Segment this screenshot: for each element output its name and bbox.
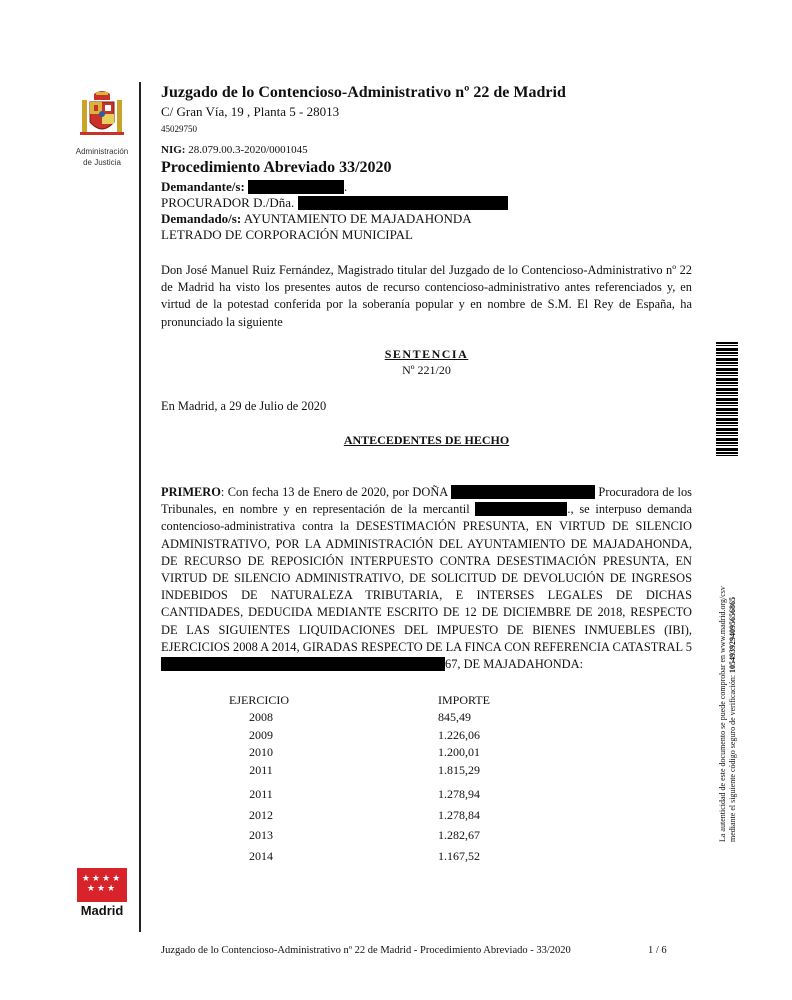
sentencia-number: Nº 221/20 xyxy=(402,363,451,377)
spain-logo-caption-1: Administración xyxy=(75,147,129,156)
procurador-label: PROCURADOR D./Dña. xyxy=(161,195,295,210)
cadastral-ref-suffix: 67, DE MAJADAHONDA: xyxy=(445,657,584,672)
table-header-ejercicio: EJERCICIO xyxy=(229,693,289,707)
page-footer: Juzgado de lo Contencioso-Administrativo nº 22 de Madrid - Procedimiento Abreviado - 33/2020 xyxy=(161,945,571,956)
table-amount: 1.167,52 xyxy=(438,849,480,863)
table-amount: 1.815,29 xyxy=(438,763,480,777)
demandado-value: AYUNTAMIENTO DE MAJADAHONDA xyxy=(243,211,472,226)
redaction-bar xyxy=(451,485,595,499)
verification-line-1: La autenticidad de este documento se puede comprobar en www.madrid.org/csv xyxy=(718,586,727,842)
table-amount: 1.278,84 xyxy=(438,808,480,822)
intro-paragraph: Don José Manuel Ruiz Fernández, Magistrado titular del Juzgado de lo Contencioso-Administrativo nº 22 de Madrid ha visto los presentes autos de recurso contencioso-administrativo antes referenciados y, en virtud de la potestad conferida por la soberanía popular y en nombre de S.M. El Rey de España, ha pronunciado la siguiente xyxy=(161,263,692,329)
table-amount: 1.200,01 xyxy=(438,745,480,759)
primero-text-3: ., se interpuso demanda contencioso-administrativa contra la DESESTIMACIÓN PRESUNTA, EN VIRTUD DE SILENCIO ADMINISTRATIVO, POR LA ADMINISTRACIÓN DEL AYUNTAMIENTO DE MAJADAHONDA, DE RECURSO DE REPOSICIÓN INTERPUESTO CONTRA DESESTIMACIÓN PRESUNTA, EN VIRTUD DE SILENCIO ADMINISTRATIVO, DE SOLICITUD DE DEVOLUCIÓN DE INGRESOS INDEBIDOS DE NATURALEZA TRIBUTARIA, E INTERSES LEGALES DE DICHAS CANTIDADES, DEDUCIDA MEDIANTE ESCRITO DE 12 DE DICIEMBRE DE 2018, RESPECTO DE LAS SIGUIENTES LIQUIDACIONES DEL IMPUESTO DE BIENES INMUEBLES (IBI), EJERCICIOS 2008 A 2014, GIRADAS RESPECTO DE LA FINCA CON REFERENCIA CATASTRAL xyxy=(161,502,692,654)
antecedentes-title: ANTECEDENTES DE HECHO xyxy=(343,433,510,447)
coat-of-arms-icon xyxy=(80,90,124,140)
nig-value: 28.079.00.3-2020/0001045 xyxy=(188,144,308,156)
table-amount: 1.278,94 xyxy=(438,787,480,801)
demandante-line xyxy=(161,179,347,195)
nig-line xyxy=(161,144,308,156)
table-year: 2013 xyxy=(249,828,273,842)
redaction-bar xyxy=(248,180,344,194)
primero-text-2: Procuradora de los Tribunales, en nombre y en representación de la mercantil xyxy=(161,485,692,517)
procedure-title: Procedimiento Abreviado 33/2020 xyxy=(161,159,392,176)
table-amount: 1.226,06 xyxy=(438,728,480,742)
table-year: 2009 xyxy=(249,728,273,742)
table-year: 2011 xyxy=(249,763,273,777)
demandado-label: Demandado/s: xyxy=(161,211,242,226)
court-code: 45029750 xyxy=(161,124,197,134)
primero-paragraph xyxy=(161,484,692,673)
barcode xyxy=(716,342,738,456)
court-name: Juzgado de lo Contencioso-Administrativo nº 22 de Madrid xyxy=(161,84,566,101)
nig-label: NIG: xyxy=(161,144,186,156)
table-year: 2014 xyxy=(249,849,273,863)
madrid-logo-caption: Madrid xyxy=(80,903,124,918)
table-year: 2010 xyxy=(249,745,273,759)
cadastral-ref-prefix: 5 xyxy=(685,639,692,654)
csv-code: 1054939294095656865 xyxy=(728,596,737,673)
verification-sidebar xyxy=(716,342,738,842)
demandado-line xyxy=(161,211,472,227)
demandante-suffix: . xyxy=(344,179,348,194)
margin-rule xyxy=(139,82,141,932)
spain-logo-caption-2: de Justicia xyxy=(83,158,121,167)
table-amount: 845,49 xyxy=(438,710,471,724)
verification-text xyxy=(718,442,738,842)
madrid-flag: ★★★★ ★★★ xyxy=(77,868,127,902)
table-year: 2011 xyxy=(249,787,273,801)
demandante-label: Demandante/s: xyxy=(161,179,245,194)
page-number: 1 / 6 xyxy=(648,945,667,956)
court-address: C/ Gran Vía, 19 , Planta 5 - 28013 xyxy=(161,104,340,119)
redaction-bar xyxy=(475,502,567,516)
table-header-importe: IMPORTE xyxy=(438,693,490,707)
sentencia-title: SENTENCIA xyxy=(384,347,469,361)
primero-label: PRIMERO xyxy=(161,485,221,499)
procurador-line xyxy=(161,195,508,211)
madrid-logo xyxy=(77,868,127,919)
letrado-line: LETRADO DE CORPORACIÓN MUNICIPAL xyxy=(161,227,413,242)
document-date: En Madrid, a 29 de Julio de 2020 xyxy=(161,399,327,413)
spain-justice-logo xyxy=(74,90,130,166)
verification-line-2: mediante el siguiente código seguro de verificación: 1054939294095656865 xyxy=(728,596,737,842)
table-amount: 1.282,67 xyxy=(438,828,480,842)
table-year: 2012 xyxy=(249,808,273,822)
table-year: 2008 xyxy=(249,710,273,724)
primero-text-1: : Con fecha 13 de Enero de 2020, por DOÑA xyxy=(220,485,448,499)
redaction-bar xyxy=(298,196,508,210)
redaction-bar xyxy=(161,657,445,671)
